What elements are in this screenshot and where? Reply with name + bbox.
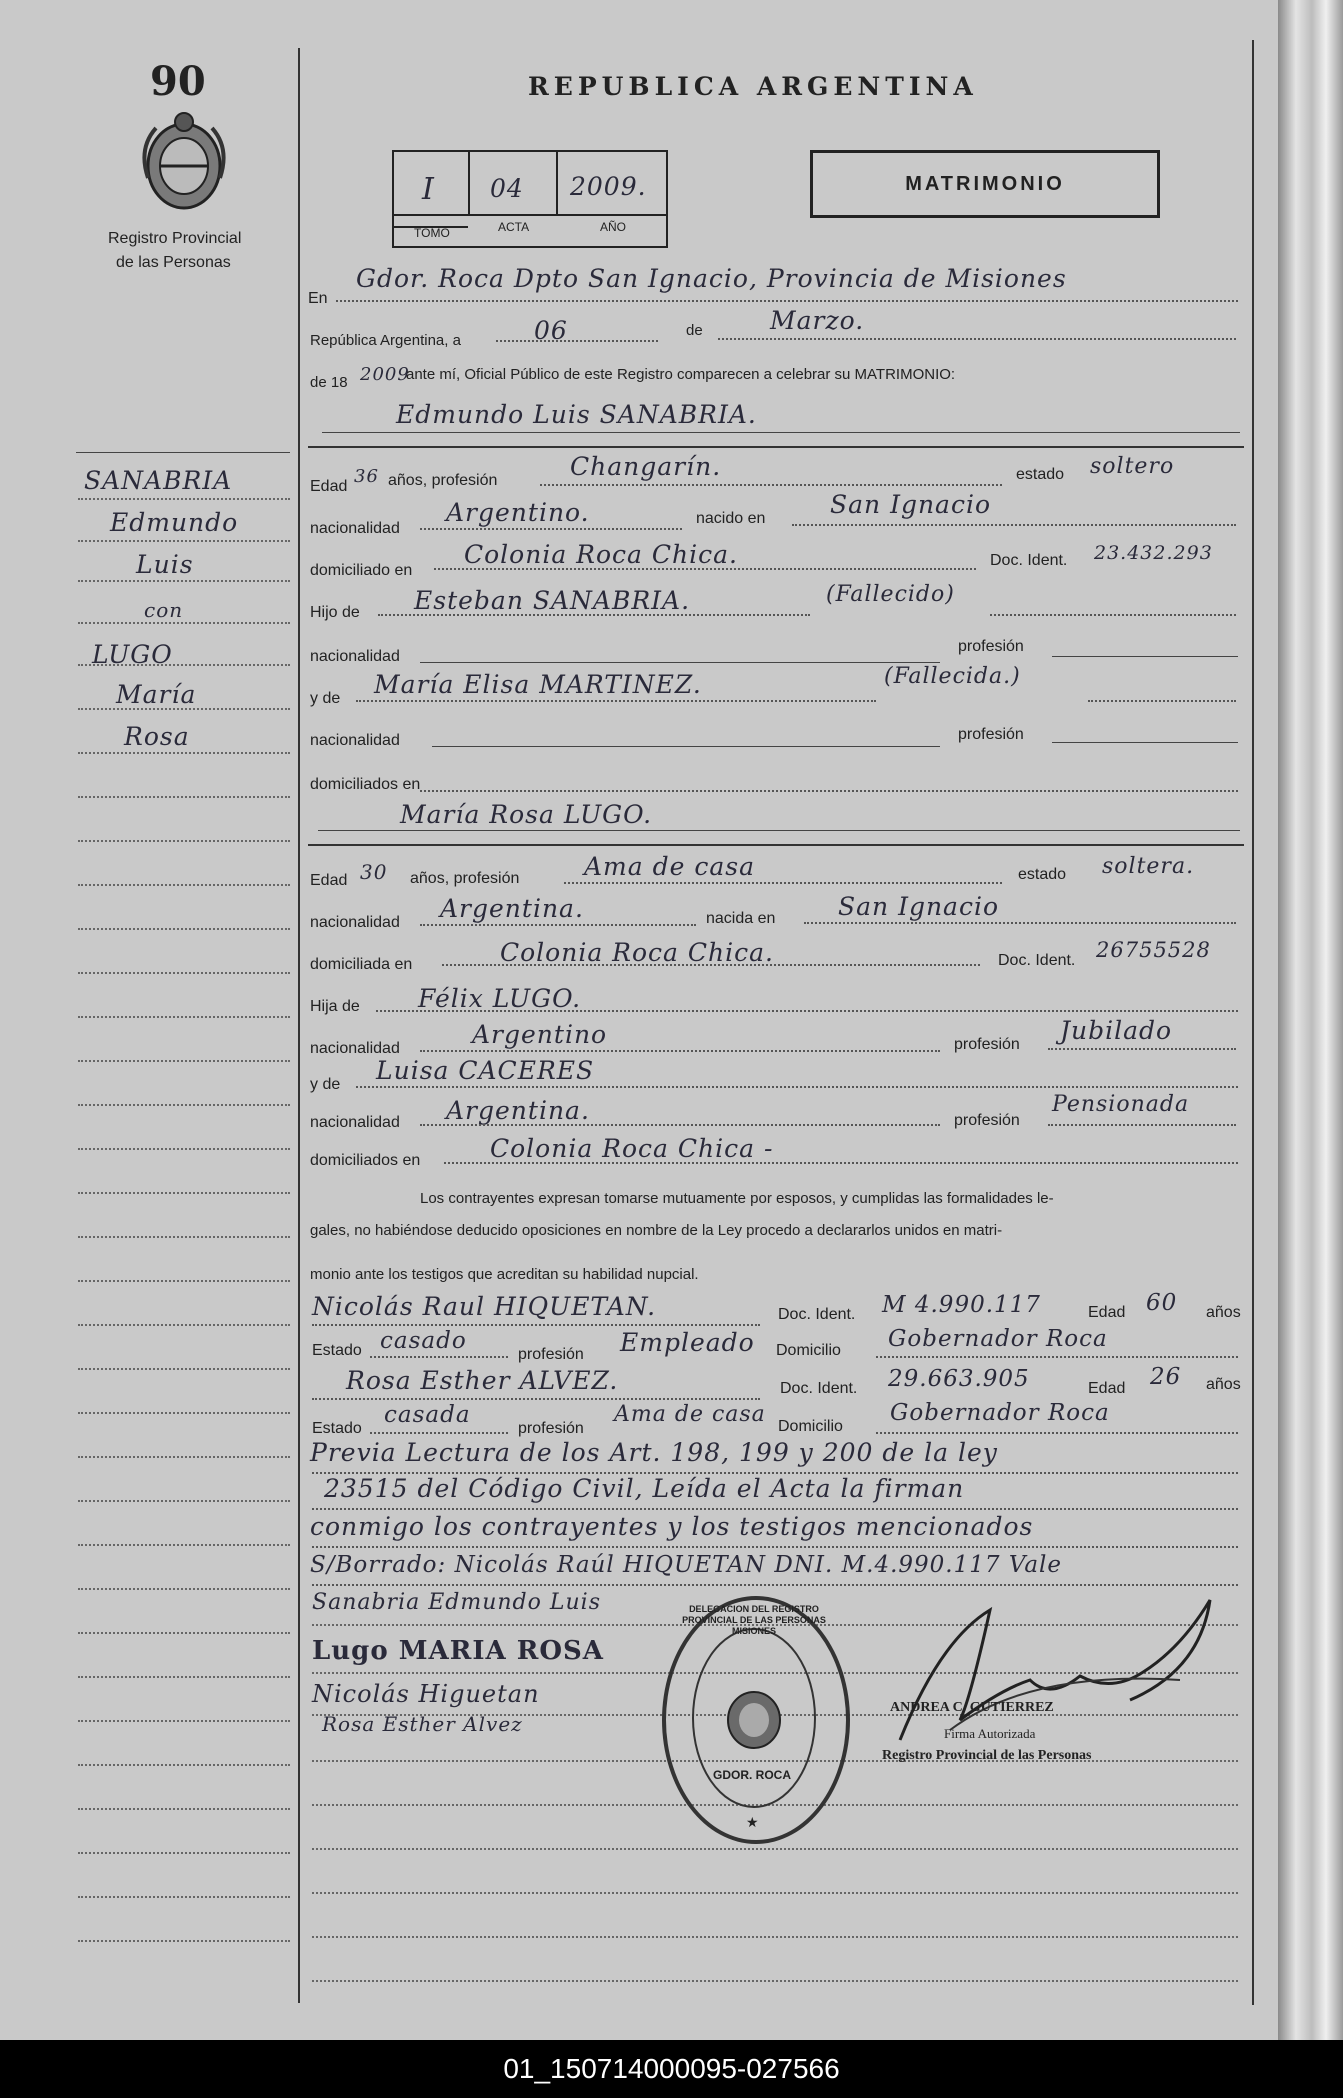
ano-label: AÑO — [600, 220, 627, 234]
intro-statement: ante mí, Oficial Público de este Registro comparecen a celebrar su MATRIMONIO: — [406, 366, 956, 383]
official-signature-icon — [880, 1580, 1220, 1750]
groom-prof3-label: profesión — [958, 726, 1024, 743]
bride-domiciliados-label: domiciliados en — [310, 1152, 421, 1169]
witness1-name: Nicolás Raul HIQUETAN. — [312, 1292, 657, 1321]
bride-yde-label: y de — [310, 1076, 341, 1093]
groom-age: 36 — [354, 466, 379, 487]
bride-father-prof: Jubilado — [1060, 1016, 1173, 1045]
groom-nacido-label: nacido en — [696, 510, 766, 527]
witness1-edad-label: Edad — [1088, 1304, 1126, 1321]
note-line-2: 23515 del Código Civil, Leída el Acta la firman — [324, 1474, 965, 1503]
groom-father: Esteban SANABRIA. — [414, 586, 691, 615]
margin-middle-groom: Luis — [136, 550, 194, 579]
margin-con: con — [144, 598, 184, 622]
bride-prof2-label: profesión — [954, 1036, 1020, 1053]
declaration-line-3: monio ante los testigos que acreditan su habilidad nupcial. — [310, 1266, 699, 1283]
witness2-doc: 29.663.905 — [888, 1366, 1030, 1392]
acta-value: 04 — [490, 174, 524, 203]
bride-father: Félix LUGO. — [418, 984, 582, 1013]
registry-line-1: Registro Provincial — [108, 230, 242, 247]
bride-doc: 26755528 — [1096, 938, 1211, 962]
signature-witness1: Nicolás Higuetan — [312, 1680, 540, 1708]
bride-dom-label: domiciliada en — [310, 956, 413, 973]
bride-age: 30 — [360, 860, 388, 884]
groom-father-note: (Fallecido) — [826, 582, 955, 607]
year-prefix: de 18 — [310, 374, 348, 391]
bride-name: María Rosa LUGO. — [400, 800, 653, 829]
bride-estado: soltera. — [1102, 854, 1195, 879]
note-line-4: S/Borrado: Nicolás Raúl HIQUETAN DNI. M.4.990.117 Vale — [310, 1552, 1062, 1578]
bride-mother-prof: Pensionada — [1052, 1092, 1190, 1117]
official-seal: DELEGACION DEL REGISTRO PROVINCIAL DE LAS PERSONAS MISIONES GDOR. ROCA ★ — [662, 1596, 850, 1844]
witness1-estado: casado — [380, 1328, 467, 1354]
tomo-acta-box — [392, 150, 668, 248]
bride-father-nat: Argentino — [472, 1020, 608, 1049]
declaration-line-1: Los contrayentes expresan tomarse mutuamente por esposos, y cumplidas las formalidades le- — [420, 1190, 1054, 1207]
margin-middle-bride: Rosa — [124, 722, 190, 751]
record-type: MATRIMONIO — [905, 173, 1065, 195]
groom-birthplace: San Ignacio — [830, 490, 992, 519]
witness1-age: 60 — [1146, 1290, 1178, 1316]
groom-yde-label: y de — [310, 690, 341, 707]
official-title: Firma Autorizada — [944, 1726, 1036, 1741]
place-value: Gdor. Roca Dpto San Ignacio, Provincia de Misiones — [356, 264, 1067, 293]
margin-name-bride: María — [116, 680, 197, 709]
bride-address: Colonia Roca Chica. — [500, 938, 774, 967]
official-office: Registro Provincial de las Personas — [882, 1748, 1092, 1763]
witness1-dom-label: Domicilio — [776, 1342, 841, 1359]
seal-inner-text: GDOR. ROCA — [713, 1768, 791, 1782]
witness1-address: Gobernador Roca — [888, 1326, 1108, 1352]
groom-address: Colonia Roca Chica. — [464, 540, 738, 569]
bride-nationality: Argentina. — [440, 894, 584, 923]
witness1-estado-label: Estado — [312, 1342, 362, 1359]
groom-doc-label: Doc. Ident. — [990, 552, 1068, 569]
republica-label: República Argentina, a — [310, 332, 461, 349]
bride-nac-label: nacionalidad — [310, 914, 400, 931]
witness2-age: 26 — [1150, 1364, 1182, 1390]
witness2-edad-label: Edad — [1088, 1380, 1126, 1397]
acta-label: ACTA — [498, 220, 530, 234]
groom-nac3-label: nacionalidad — [310, 732, 400, 749]
groom-estado: soltero — [1090, 454, 1175, 479]
note-line-3: conmigo los contrayentes y los testigos mencionados — [310, 1512, 1034, 1541]
witness2-anos-label: años — [1206, 1376, 1241, 1393]
groom-dom-label: domiciliado en — [310, 562, 413, 579]
bride-mother-nat: Argentina. — [446, 1096, 590, 1125]
day-value: 06 — [534, 316, 568, 345]
note-line-1: Previa Lectura de los Art. 198, 199 y 200 de la ley — [310, 1438, 998, 1467]
groom-domiciliados-label: domiciliados en — [310, 776, 421, 793]
margin-surname-groom: SANABRIA — [84, 466, 233, 495]
right-border — [1252, 40, 1254, 2005]
groom-nac2-label: nacionalidad — [310, 648, 400, 665]
bride-estado-label: estado — [1018, 866, 1067, 883]
signature-witness2: Rosa Esther Alvez — [322, 1712, 523, 1736]
witness2-prof-label: profesión — [518, 1420, 584, 1437]
groom-mother: María Elisa MARTINEZ. — [374, 670, 702, 699]
bride-birthplace: San Ignacio — [838, 892, 1000, 921]
bride-hija-label: Hija de — [310, 998, 360, 1015]
witness2-address: Gobernador Roca — [890, 1400, 1110, 1426]
declaration-line-2: gales, no habiéndose deducido oposiciones en nombre de la Ley procedo a declararlos unidos en matri- — [310, 1222, 1003, 1239]
witness1-doc-label: Doc. Ident. — [778, 1306, 856, 1323]
witness2-profession: Ama de casa — [614, 1402, 766, 1427]
witness2-name: Rosa Esther ALVEZ. — [346, 1366, 619, 1395]
month-value: Marzo. — [770, 306, 865, 335]
bride-profession: Ama de casa — [584, 852, 755, 881]
bride-doc-label: Doc. Ident. — [998, 952, 1076, 969]
groom-profession: Changarín. — [570, 452, 722, 481]
groom-nac-label: nacionalidad — [310, 520, 400, 537]
tomo-label: TOMO — [414, 226, 450, 240]
margin-surname-bride: LUGO — [92, 640, 173, 669]
groom-prof-label: años, profesión — [388, 472, 498, 489]
groom-hijo-label: Hijo de — [310, 604, 360, 621]
de-label: de — [686, 322, 703, 339]
groom-prof2-label: profesión — [958, 638, 1024, 655]
groom-name: Edmundo Luis SANABRIA. — [396, 400, 757, 429]
witness1-prof-label: profesión — [518, 1346, 584, 1363]
signature-groom: Sanabria Edmundo Luis — [312, 1590, 601, 1615]
year-value: 2009 — [360, 364, 410, 385]
tomo-value: I — [422, 172, 435, 207]
groom-doc: 23.432.293 — [1094, 542, 1213, 564]
witness2-estado: casada — [384, 1402, 471, 1428]
bride-nac2-label: nacionalidad — [310, 1040, 400, 1057]
book-binding — [1278, 0, 1343, 2040]
country-title: REPUBLICA ARGENTINA — [528, 72, 978, 101]
margin-divider — [298, 48, 300, 2003]
bride-nacida-label: nacida en — [706, 910, 776, 927]
ano-value: 2009. — [570, 172, 647, 201]
bride-mother: Luisa CACERES — [376, 1056, 595, 1085]
bride-parents-address: Colonia Roca Chica - — [490, 1134, 774, 1163]
groom-edad-label: Edad — [310, 478, 348, 495]
crest-icon — [138, 108, 230, 216]
bride-prof3-label: profesión — [954, 1112, 1020, 1129]
registry-line-2: de las Personas — [116, 254, 231, 271]
witness2-estado-label: Estado — [312, 1420, 362, 1437]
witness1-doc: M 4.990.117 — [882, 1292, 1041, 1318]
bride-nac3-label: nacionalidad — [310, 1114, 400, 1131]
file-id: 01_150714000095-027566 — [0, 2040, 1343, 2098]
page-number: 90 — [150, 58, 206, 105]
record-type-box — [810, 150, 1160, 218]
groom-estado-label: estado — [1016, 466, 1065, 483]
bride-edad-label: Edad — [310, 872, 348, 889]
witness1-profession: Empleado — [620, 1328, 755, 1357]
witness2-dom-label: Domicilio — [778, 1418, 843, 1435]
margin-name-groom: Edmundo — [110, 508, 239, 537]
witness1-anos-label: años — [1206, 1304, 1241, 1321]
official-name: ANDREA C. GUTIERREZ — [890, 1700, 1054, 1715]
en-label: En — [308, 290, 328, 307]
seal-ring-text: DELEGACION DEL REGISTRO PROVINCIAL DE LAS PERSONAS MISIONES — [682, 1604, 826, 1636]
signature-bride: Lugo MARIA ROSA — [312, 1636, 604, 1666]
seal-crest-icon — [722, 1686, 786, 1750]
groom-nationality: Argentino. — [446, 498, 590, 527]
groom-mother-note: (Fallecida.) — [884, 664, 1021, 689]
witness2-doc-label: Doc. Ident. — [780, 1380, 858, 1397]
bride-prof-label: años, profesión — [410, 870, 520, 887]
